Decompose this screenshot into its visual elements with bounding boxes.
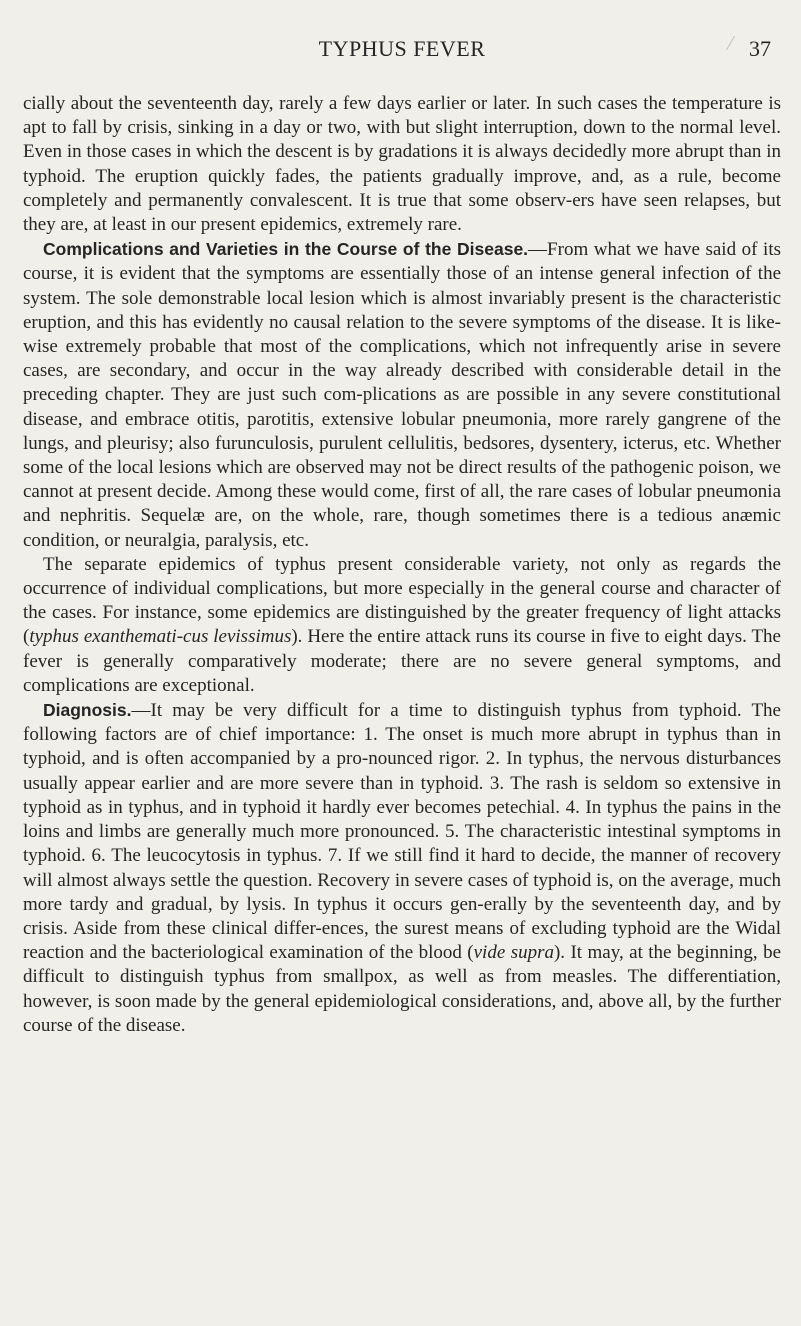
paragraph-epidemics [23,553,781,698]
section-heading-diagnosis: Diagnosis. [43,700,132,721]
running-title: TYPHUS FEVER [318,36,486,61]
paragraph-text: The separate epidemics of typhus present considerable variety, not only as regards the occurrence of individual complications, but more especially in the general course and character of the cases. For instance, some epidemics are distinguished by the greater frequency of light attacks ( [23,553,781,648]
italic-term: typhus exanthemati-cus levissimus [29,626,292,648]
paragraph-text: —From what we have said of its course, it is evident that the symptoms are essentially those of an intense general infection of the system. The sole demonstrable local lesion which is almost invariably present is the characteristic eruption, and this has evidently no causal relation to the severe symptoms of the disease. It is like-wise extremely probable that most of the complications, which not infrequently arise in severe cases, are secondary, and occur in the way already described with considerable detail in the preceding chapter. They are just such com-plications as are possible in any severe constitutional disease, and embrace otitis, parotitis, extensive lobular pneumonia, more rarely gangrene of the lungs, and pleurisy; also furunculosis, purulent cellulitis, bedsores, dysentery, icterus, etc. Whether some of the local lesions which are observed may not be direct results of the pathogenic poison, we cannot at present decide. Among these would come, first of all, the rare cases of lobular pneumonia and nephritis. Sequelæ are, on the whole, rare, though sometimes there is a tedious anæmic condition, or neuralgia, paralysis, etc. [23,239,781,551]
corner-mark [726,36,747,50]
paragraph-complications [23,237,781,553]
paragraph-continuation: cially about the seventeenth day, rarely a few days earlier or later. In such cases the temperature is apt to fall by crisis, sinking in a day or two, with but slight interruption, down to the normal level. Even in those cases in which the descent is by gradations it is always decidedly more abrupt than in typhoid. The eruption quickly fades, the patients gradually improve, and, as a rule, become completely and permanently convalescent. It is true that some observ-ers have seen relapses, but they are, at least in our present epidemics, extremely rare. [23,93,781,236]
italic-term: vide supra [473,942,554,964]
section-heading-complications: Complications and Varieties in the Course of the Disease. [43,239,529,260]
paragraph-text: ). It may, at the beginning, be difficult to distinguish typhus from smallpox, as well as from measles. The differentiation, however, is soon made by the general epidemiological considerations, and, above all, by the further course of the disease. [23,942,781,1036]
paragraph-text: ). Here the entire attack runs its course in five to eight days. The fever is generally comparatively moderate; there are no severe general symptoms, and complications are exceptional. [23,626,781,696]
body-text [23,92,781,1038]
paragraph-diagnosis [23,698,781,1038]
paragraph-text: —It may be very difficult for a time to distinguish typhus from typhoid. The following factors are of chief importance: 1. The onset is much more abrupt in typhus than in typhoid, and is often accompanied by a pro-nounced rigor. 2. In typhus, the nervous disturbances usually appear earlier and are more severe than in typhoid. 3. The rash is seldom so extensive in typhoid as in typhus, and in typhoid it hardly ever becomes petechial. 4. In typhus the pains in the loins and limbs are generally much more pronounced. 5. The characteristic intestinal symptoms in typhoid. 6. The leucocytosis in typhus. 7. If we still find it hard to decide, the manner of recovery will almost always settle the question. Recovery in severe cases of typhoid is, on the average, much more tardy and gradual, by lysis. In typhus it occurs gen-erally by the seventeenth day, and by crisis. Aside from these clinical differ-ences, the surest means of excluding typhoid are the Widal reaction and the bacteriological examination of the blood ( [23,700,781,964]
page-header [0,36,801,76]
page-number: 37 [749,36,771,61]
